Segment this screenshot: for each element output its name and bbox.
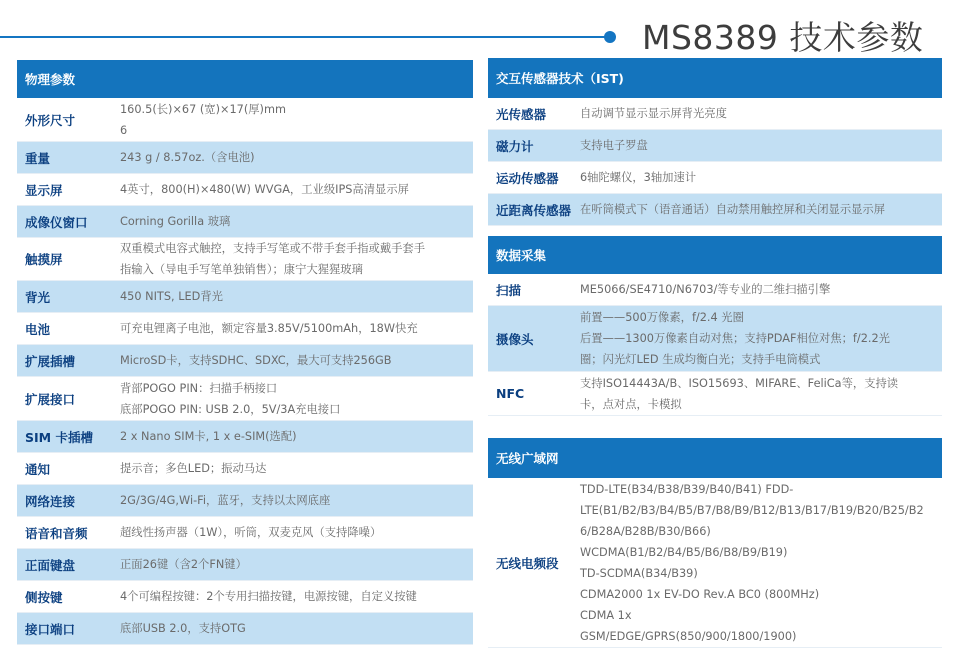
spec-value [120, 490, 465, 511]
spec-row [488, 162, 942, 194]
spec-label: 扫描 [496, 282, 522, 298]
spec-value-line: 底部USB 2.0，支持OTG [120, 622, 246, 635]
data-capture-specs-table [488, 274, 942, 416]
spec-row [17, 206, 473, 238]
spec-value-line: ME5066/SE4710/N6703/等专业的二维扫描引擎 [580, 283, 831, 296]
spec-label: 显示屏 [25, 182, 63, 198]
spec-label: 无线电频段 [496, 555, 559, 571]
spec-value-line: 6/B28A/B28B/B30/B66) [580, 524, 711, 538]
spec-value [120, 522, 465, 543]
spec-value-line: 正面26键（含2个FN键） [120, 558, 247, 571]
spec-label: 外形尺寸 [25, 112, 76, 128]
spec-label: 重量 [25, 150, 51, 166]
spec-label: 正面键盘 [25, 557, 76, 573]
spec-value-line: Corning Gorilla 玻璃 [120, 215, 231, 228]
spec-value-line: GSM/EDGE/GPRS(850/900/1800/1900) [580, 629, 797, 643]
spec-value-line: TD-SCDMA(B34/B39) [580, 566, 698, 580]
spec-value [580, 279, 930, 300]
spec-value-line: 支持电子罗盘 [580, 139, 648, 152]
spec-label: 接口端口 [25, 621, 76, 637]
spec-value-line: 2G/3G/4G,Wi-Fi，蓝牙，支持以太网底座 [120, 494, 331, 507]
spec-row [17, 238, 473, 281]
spec-row [488, 478, 942, 648]
wwan-section-header: 无线广域网 [488, 438, 942, 478]
spec-value-line: TDD-LTE(B34/B38/B39/B40/B41) FDD- [580, 482, 794, 496]
spec-value-line: 提示音；多色LED；振动马达 [120, 462, 267, 475]
spec-value-line: 自动调节显示显示屏背光亮度 [580, 107, 727, 120]
spec-value-line: 后置——1300万像素自动对焦；支持PDAF相位对焦；f/2.2光 [580, 332, 890, 345]
spec-label: 成像仪窗口 [25, 214, 88, 230]
spec-label: 扩展插槽 [25, 353, 76, 369]
spec-value [580, 373, 930, 415]
spec-row [17, 313, 473, 345]
spec-label: 电池 [25, 321, 51, 337]
spec-value [120, 318, 465, 339]
spec-row [488, 274, 942, 306]
spec-value-line: 双重模式电容式触控，支持手写笔或不带手套手指或戴手套手 [120, 242, 426, 255]
physical-section-header: 物理参数 [17, 60, 473, 98]
spec-label: 背光 [25, 289, 51, 305]
spec-row [17, 174, 473, 206]
spec-label: 网络连接 [25, 493, 76, 509]
spec-value-line: 超线性扬声器（1W），听筒，双麦克风（支持降噪） [120, 526, 382, 539]
spec-row [488, 372, 942, 416]
spec-row [488, 194, 942, 226]
section-gap [488, 226, 942, 236]
spec-label: 扩展接口 [25, 391, 76, 407]
spec-value-line: 前置——500万像素，f/2.4 光圈 [580, 311, 744, 324]
spec-label: 通知 [25, 461, 51, 477]
spec-value-line: 243 g / 8.57oz.（含电池) [120, 151, 255, 164]
spec-value-line: MicroSD卡，支持SDHC、SDXC，最大可支持256GB [120, 354, 392, 367]
spec-value-line: CDMA 1x [580, 608, 632, 622]
spec-value-line: 4英寸，800(H)×480(W) WVGA，工业级IPS高清显示屏 [120, 183, 409, 196]
spec-label: 语音和音频 [25, 525, 88, 541]
ist-specs-table [488, 98, 942, 226]
right-specs-column [488, 58, 942, 648]
spec-row [17, 517, 473, 549]
page-title: MS8389 技术参数 [642, 18, 924, 57]
spec-row [17, 142, 473, 174]
spec-label: 近距离传感器 [496, 202, 572, 218]
spec-row [17, 421, 473, 453]
spec-value [120, 179, 465, 200]
spec-label: 触摸屏 [25, 252, 63, 267]
spec-value [580, 307, 930, 370]
spec-value-line: 6轴陀螺仪，3轴加速计 [580, 171, 697, 184]
spec-value-line: 6 [120, 123, 128, 137]
spec-label: 侧按键 [25, 589, 63, 605]
spec-row [17, 453, 473, 485]
spec-value [120, 618, 465, 639]
spec-value [580, 103, 930, 124]
spec-row [488, 130, 942, 162]
spec-value [580, 167, 930, 188]
spec-row [17, 281, 473, 313]
spec-row [488, 98, 942, 130]
data-capture-section-header: 数据采集 [488, 236, 942, 274]
spec-row [17, 581, 473, 613]
spec-value-line: 支持ISO14443A/B、ISO15693、MIFARE、FeliCa等，支持读 [580, 376, 899, 390]
spec-row [488, 306, 942, 372]
spec-value-line: 指输入（导电手写笔单独销售）；康宁大猩猩玻璃 [120, 263, 363, 276]
spec-value [120, 458, 465, 479]
physical-specs-column [17, 60, 473, 645]
spec-value-line: CDMA2000 1x EV-DO Rev.A BC0 (800MHz) [580, 587, 820, 601]
spec-value [120, 426, 465, 447]
spec-value-line: 卡，点对点，卡模拟 [580, 397, 682, 411]
physical-specs-table [17, 98, 473, 645]
spec-row [17, 613, 473, 645]
spec-label: 磁力计 [496, 138, 534, 154]
spec-value [120, 238, 465, 280]
wwan-specs-table [488, 478, 942, 648]
spec-value-line: 4个可编程按键：2个专用扫描按键，电源按键，自定义按键 [120, 590, 417, 603]
spec-label: 摄像头 [496, 331, 534, 347]
spec-value [120, 554, 465, 575]
title-dot [604, 31, 616, 43]
spec-value-line: 可充电锂离子电池，额定容量3.85V/5100mAh，18W快充 [120, 322, 418, 335]
spec-row [17, 549, 473, 581]
spec-value [120, 286, 465, 307]
spec-row [17, 345, 473, 377]
spec-value-line: 在听筒模式下（语音通话）自动禁用触控屏和关闭显示显示屏 [580, 203, 886, 216]
spec-row [17, 485, 473, 517]
spec-value [120, 147, 465, 168]
title-rule [0, 36, 608, 38]
section-gap [488, 416, 942, 438]
spec-value-line: 背部POGO PIN：扫描手柄接口 [120, 381, 278, 395]
spec-row [17, 377, 473, 421]
spec-label: SIM 卡插槽 [25, 429, 93, 445]
spec-value-line: 450 NITS, LED背光 [120, 290, 223, 303]
spec-value [580, 199, 930, 220]
spec-value [580, 479, 930, 647]
spec-row [17, 98, 473, 142]
spec-value-line: 底部POGO PIN: USB 2.0，5V/3A充电接口 [120, 402, 341, 416]
spec-value [120, 350, 465, 371]
spec-value-line: 160.5(长)×67 (宽)×17(厚)mm [120, 102, 286, 116]
spec-value [580, 135, 930, 156]
spec-value [120, 211, 465, 232]
spec-value-line: 圈；闪光灯LED 生成均衡白光；支持手电筒模式 [580, 353, 821, 366]
spec-value-line: 2 x Nano SIM卡, 1 x e-SIM(选配) [120, 430, 297, 443]
spec-value [120, 99, 465, 141]
spec-label: 光传感器 [496, 106, 547, 122]
spec-value [120, 586, 465, 607]
spec-value [120, 378, 465, 420]
spec-value-line: LTE(B1/B2/B3/B4/B5/B7/B8/B9/B12/B13/B17/B19/B20/B25/B2 [580, 503, 924, 517]
spec-label: NFC [496, 386, 525, 401]
spec-value-line: WCDMA(B1/B2/B4/B5/B6/B8/B9/B19) [580, 545, 788, 559]
spec-label: 运动传感器 [496, 170, 559, 186]
ist-section-header: 交互传感器技术（IST) [488, 58, 942, 98]
